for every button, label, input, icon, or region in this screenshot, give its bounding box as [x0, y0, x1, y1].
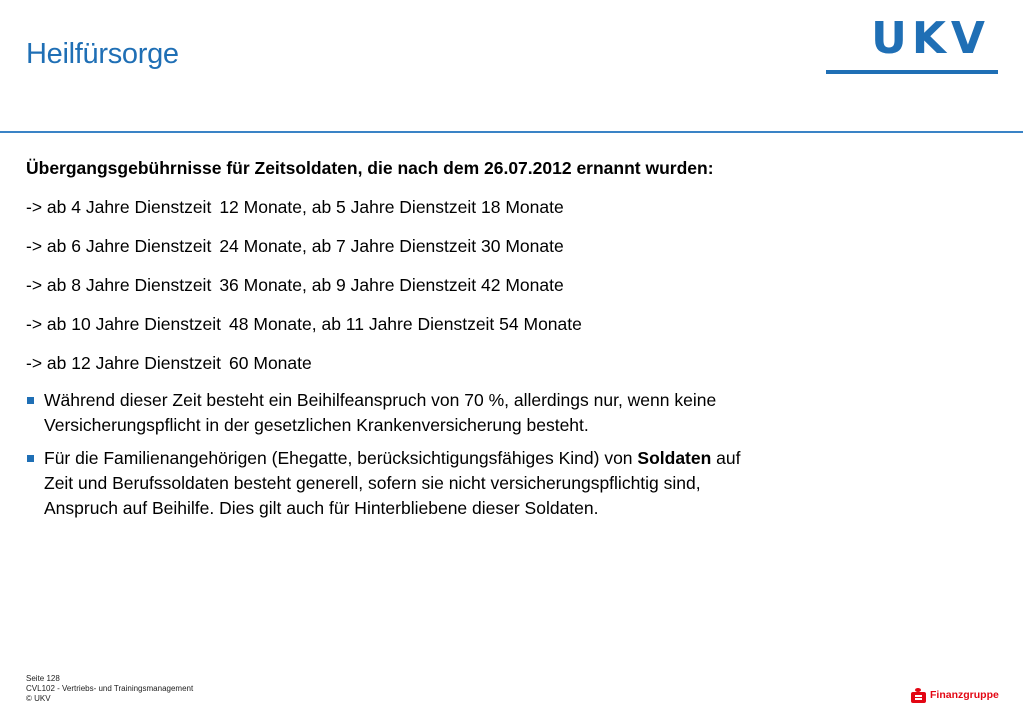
service-time-months: 24 Monate, ab 7 Jahre Dienstzeit 30 Monate [219, 236, 564, 256]
section-heading: Übergangsgebührnisse für Zeitsoldaten, die nach dem 26.07.2012 ernannt wurden: [26, 158, 714, 178]
service-time-line [26, 273, 906, 298]
service-time-line [26, 351, 906, 376]
ukv-logo-underline [826, 70, 998, 74]
footer-copyright: © UKV [26, 694, 51, 703]
service-time-threshold: -> ab 4 Jahre Dienstzeit [26, 197, 212, 217]
ukv-logo [826, 13, 998, 74]
bullet-square-icon [27, 397, 34, 404]
slide-content [26, 156, 906, 529]
service-time-line [26, 195, 906, 220]
bullet-text-line: Versicherungspflicht in der gesetzlichen Krankenversicherung besteht. [44, 415, 589, 435]
footer [26, 674, 193, 704]
page-title: Heilfürsorge [26, 38, 179, 70]
bullet-square-icon [27, 455, 34, 462]
bullet-beihilfe-70 [26, 388, 906, 438]
service-time-months: 48 Monate, ab 11 Jahre Dienstzeit 54 Monate [229, 314, 582, 334]
footer-course: CVL102 - Vertriebs- und Trainingsmanagement [26, 684, 194, 693]
bullet-text-line: Zeit und Berufssoldaten besteht generell, sofern sie nicht versicherungspflichtig sind, [44, 473, 701, 493]
bullet-text-segment: Für die Familienangehörigen (Ehegatte, berücksichtigungsfähiges Kind) von [44, 448, 638, 468]
service-time-months: 12 Monate, ab 5 Jahre Dienstzeit 18 Monate [219, 197, 564, 217]
bullet-familienangehoerige [26, 446, 906, 521]
bullet-text-bold: Soldaten [637, 448, 712, 468]
footer-page-number: Seite 128 [26, 674, 60, 683]
service-time-line [26, 312, 906, 337]
service-time-months: 60 Monate [229, 353, 312, 373]
service-time-threshold: -> ab 6 Jahre Dienstzeit [26, 236, 212, 256]
service-time-threshold: -> ab 12 Jahre Dienstzeit [26, 353, 222, 373]
service-time-threshold: -> ab 10 Jahre Dienstzeit [26, 314, 222, 334]
sparkasse-icon [911, 688, 926, 703]
service-time-months: 36 Monate, ab 9 Jahre Dienstzeit 42 Monate [219, 275, 564, 295]
service-time-line [26, 234, 906, 259]
finanzgruppe-logo [911, 685, 999, 705]
header-divider [0, 131, 1023, 133]
finanzgruppe-label: Finanzgruppe [930, 689, 999, 701]
ukv-logo-text: UKV [871, 13, 990, 64]
bullet-text-line: Während dieser Zeit besteht ein Beihilfeanspruch von 70 %, allerdings nur, wenn keine [44, 390, 717, 410]
service-time-threshold: -> ab 8 Jahre Dienstzeit [26, 275, 212, 295]
bullet-text-line [44, 446, 906, 471]
bullet-text-segment: auf [711, 448, 741, 468]
bullet-text-line: Anspruch auf Beihilfe. Dies gilt auch für Hinterbliebene dieser Soldaten. [44, 498, 599, 518]
